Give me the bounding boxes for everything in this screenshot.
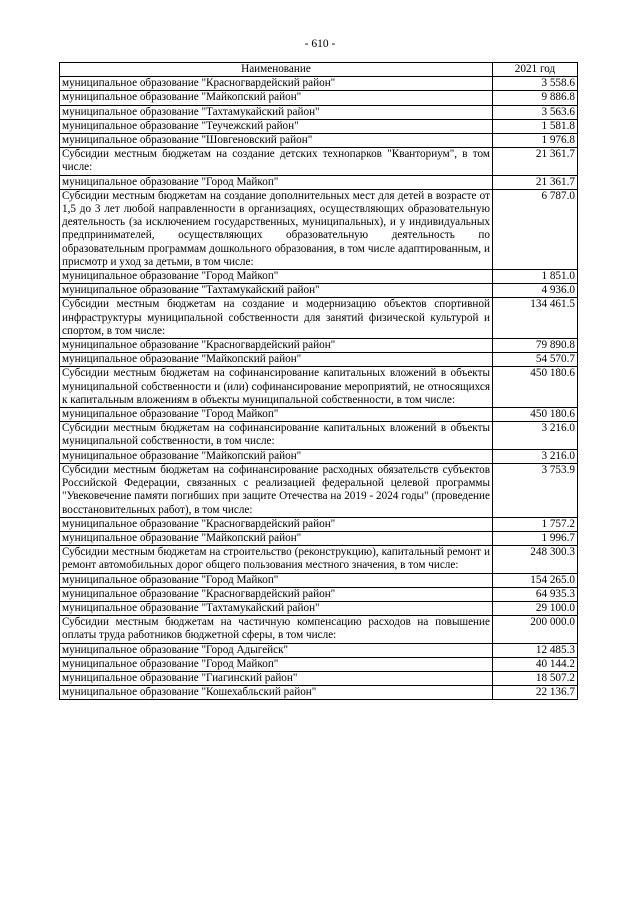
table-row [60,353,578,367]
amount-value: 1 996.7 [493,531,578,545]
page-number: - 610 - [304,38,336,50]
amount-value: 21 361.7 [493,148,578,175]
municipality-name: муниципальное образование "Майкопский район" [60,91,493,105]
amount-value: 1 976.8 [493,134,578,148]
table-row [60,77,578,91]
amount-value: 134 461.5 [493,298,578,339]
subsidy-description: Субсидии местным бюджетам на создание детских технопарков "Кванториум", в том числе: [60,148,493,175]
municipality-name: муниципальное образование "Город Майкоп" [60,657,493,671]
municipality-name: муниципальное образование "Город Майкоп" [60,408,493,422]
amount-value: 200 000.0 [493,616,578,643]
amount-value: 3 216.0 [493,422,578,449]
amount-value: 3 558.6 [493,77,578,91]
amount-value: 3 563.6 [493,105,578,119]
amount-value: 450 180.6 [493,367,578,408]
table-row [60,175,578,189]
table-row [60,643,578,657]
subsidy-description: Субсидии местным бюджетам на софинансирование расходных обязательств субъектов Российской Федерации, связанных с реализацией федеральной целевой программы "Увековечение памяти погибших при защите Отечества на 2019 - 2024 годы" (проведение восстановительных работ), в том числе: [60,463,493,517]
column-header-year: 2021 год [493,63,578,77]
amount-value: 3 216.0 [493,449,578,463]
table-row [60,517,578,531]
amount-value: 6 787.0 [493,189,578,269]
municipality-name: муниципальное образование "Майкопский район" [60,449,493,463]
table-row [60,587,578,601]
subsidy-description: Субсидии местным бюджетам на создание дополнительных мест для детей в возрасте от 1,5 до 3 лет любой направленности в организациях, осуществляющих образовательную деятельность (за исключением государственных, муниципальных), и у индивидуальных предпринимателей, осуществляющих образовательную деятельность по образовательным программам дошкольного образования, в том числе адаптированным, и присмотр и уход за детьми, в том числе: [60,189,493,269]
municipality-name: муниципальное образование "Город Майкоп" [60,573,493,587]
amount-value: 54 570.7 [493,353,578,367]
municipality-name: муниципальное образование "Красногвардейский район" [60,339,493,353]
amount-value: 22 136.7 [493,686,578,700]
municipality-name: муниципальное образование "Красногвардейский район" [60,587,493,601]
table-row [60,449,578,463]
table-row [60,105,578,119]
table-row [60,284,578,298]
table-row [60,408,578,422]
budget-table [59,62,578,700]
amount-value: 450 180.6 [493,408,578,422]
amount-value: 79 890.8 [493,339,578,353]
amount-value: 4 936.0 [493,284,578,298]
amount-value: 3 753.9 [493,463,578,517]
municipality-name: муниципальное образование "Кошехабльский район" [60,686,493,700]
table-header [60,63,578,77]
municipality-name: муниципальное образование "Тахтамукайский район" [60,105,493,119]
subsidy-description: Субсидии местным бюджетам на частичную компенсацию расходов на повышение оплаты труда работников бюджетной сферы, в том числе: [60,616,493,643]
table-row [60,657,578,671]
amount-value: 40 144.2 [493,657,578,671]
municipality-name: муниципальное образование "Майкопский район" [60,531,493,545]
table-body [60,77,578,700]
municipality-name: муниципальное образование "Майкопский район" [60,353,493,367]
table-row [60,531,578,545]
subsidy-description: Субсидии местным бюджетам на строительство (реконструкцию), капитальный ремонт и ремонт автомобильных дорог общего пользования местного значения, в том числе: [60,546,493,573]
amount-value: 21 361.7 [493,175,578,189]
table-row [60,601,578,615]
subsidy-description: Субсидии местным бюджетам на создание и модернизацию объектов спортивной инфраструктуры муниципальной собственности для занятий физической культурой и спортом, в том числе: [60,298,493,339]
table-row [60,119,578,133]
municipality-name: муниципальное образование "Город Майкоп" [60,270,493,284]
municipality-name: муниципальное образование "Тахтамукайский район" [60,601,493,615]
table-row [60,686,578,700]
subsidy-row [60,463,578,517]
subsidy-row [60,189,578,269]
table-row [60,339,578,353]
subsidy-row [60,616,578,643]
amount-value: 1 581.8 [493,119,578,133]
municipality-name: муниципальное образование "Город Майкоп" [60,175,493,189]
municipality-name: муниципальное образование "Тахтамукайский район" [60,284,493,298]
table-row [60,573,578,587]
subsidy-row [60,422,578,449]
amount-value: 9 886.8 [493,91,578,105]
amount-value: 18 507.2 [493,671,578,685]
table-row [60,671,578,685]
subsidy-row [60,367,578,408]
table-row [60,91,578,105]
amount-value: 154 265.0 [493,573,578,587]
amount-value: 64 935.3 [493,587,578,601]
municipality-name: муниципальное образование "Город Адыгейск" [60,643,493,657]
column-header-name: Наименование [60,63,493,77]
amount-value: 1 851.0 [493,270,578,284]
subsidy-row [60,298,578,339]
municipality-name: муниципальное образование "Теучежский район" [60,119,493,133]
municipality-name: муниципальное образование "Гиагинский район" [60,671,493,685]
amount-value: 29 100.0 [493,601,578,615]
table-row [60,134,578,148]
subsidy-description: Субсидии местным бюджетам на софинансирование капитальных вложений в объекты муниципальной собственности, в том числе: [60,422,493,449]
subsidy-row [60,148,578,175]
amount-value: 248 300.3 [493,546,578,573]
municipality-name: муниципальное образование "Шовгеновский район" [60,134,493,148]
municipality-name: муниципальное образование "Красногвардейский район" [60,517,493,531]
subsidy-row [60,546,578,573]
amount-value: 1 757.2 [493,517,578,531]
subsidy-description: Субсидии местным бюджетам на софинансирование капитальных вложений в объекты муниципальной собственности и (или) софинансирование мероприятий, не относящихся к капитальным вложениям в объекты муниципальной собственности, в том числе: [60,367,493,408]
amount-value: 12 485.3 [493,643,578,657]
header-row [60,63,578,77]
table-row [60,270,578,284]
municipality-name: муниципальное образование "Красногвардейский район" [60,77,493,91]
